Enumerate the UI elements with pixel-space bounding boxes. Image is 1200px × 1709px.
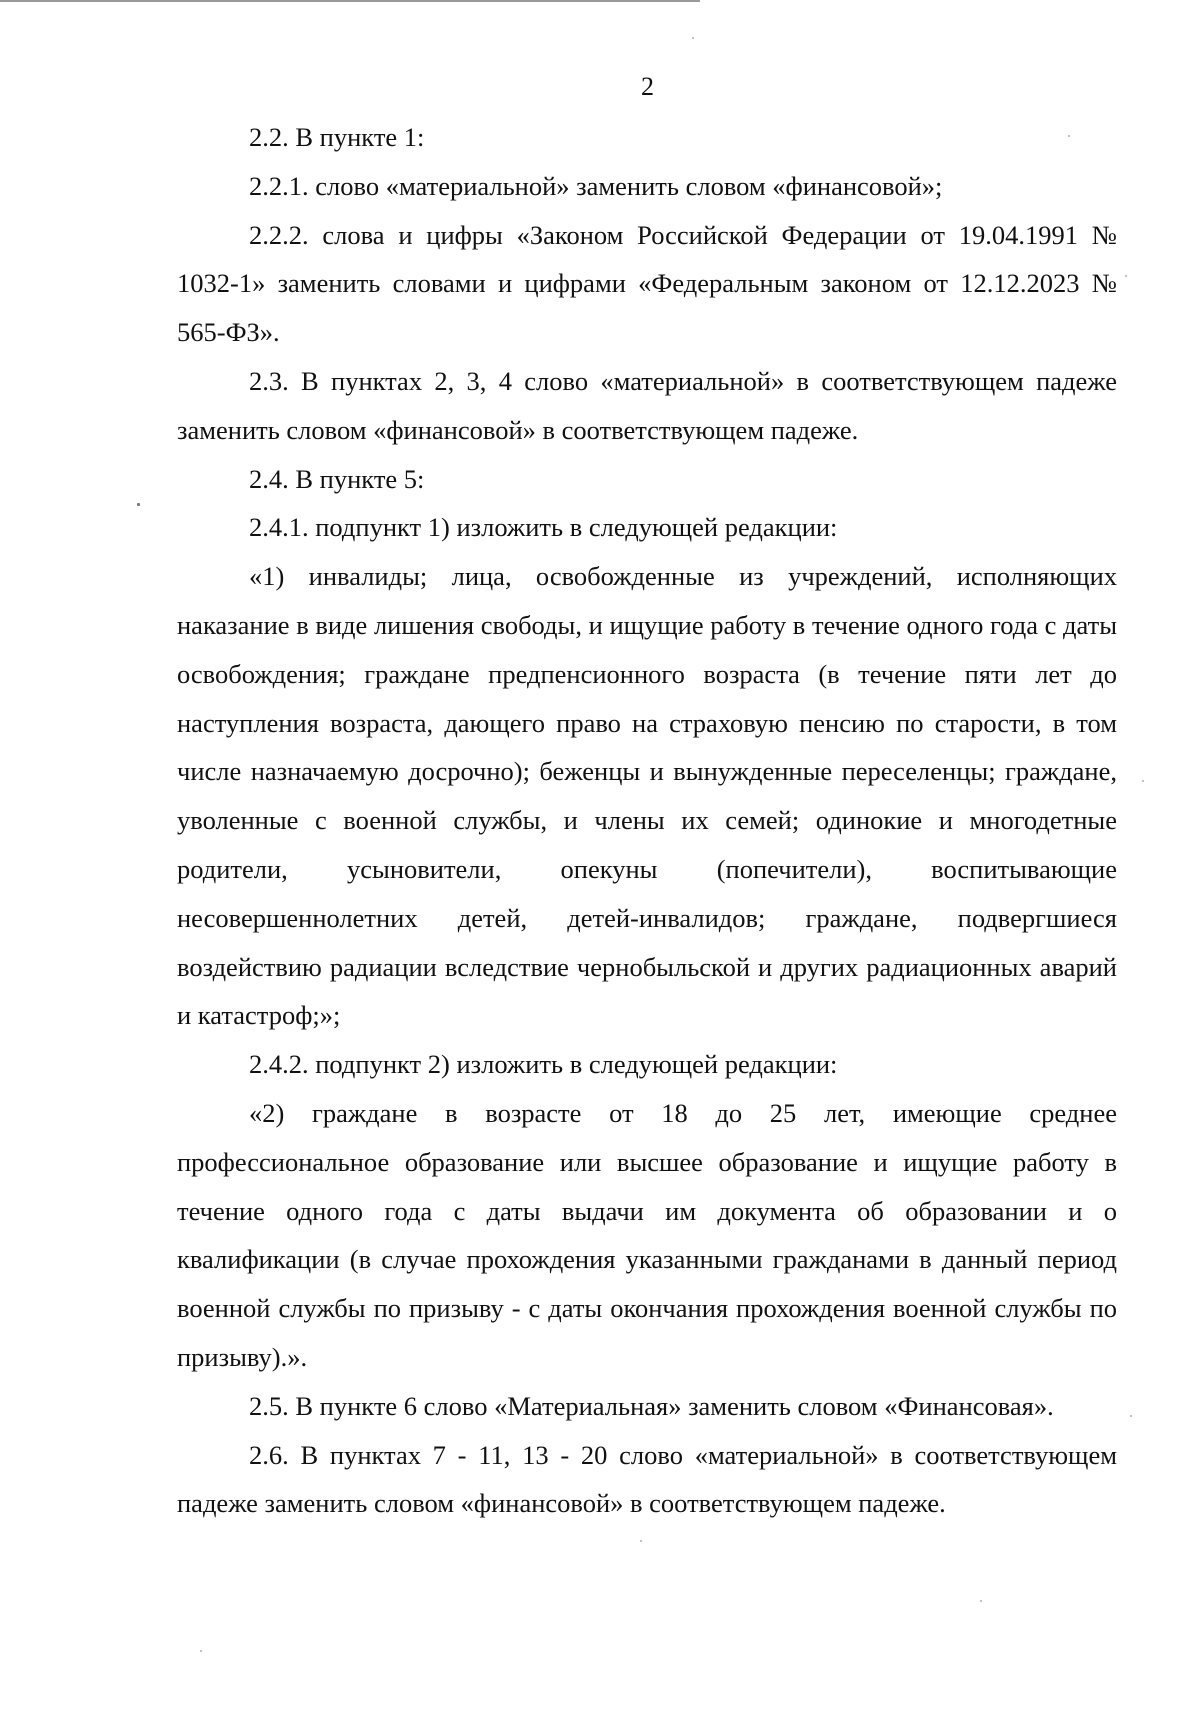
- paragraph-2-2-2: 2.2.2. слова и цифры «Законом Российской Федерации от 19.04.1991 № 1032-1» заменить словами и цифрами «Федеральным законом от 12.12.2023 № 565-ФЗ».: [177, 219, 1117, 348]
- page-number: 2: [641, 72, 654, 101]
- paragraph-subitem-2-text: «2) граждане в возрасте от 18 до 25 лет, имеющие среднее профессиональное образование или высшее образование и ищущие работу в течение одного года с даты выдачи им документа об образовании и о квалификации (в случае прохождения указанными гражданами в данный период военной службы по призыву - с даты окончания прохождения военной службы по призыву).».: [177, 1097, 1117, 1372]
- paragraph-2-4: 2.4. В пункте 5:: [249, 463, 425, 494]
- paragraph-2-4-2: 2.4.2. подпункт 2) изложить в следующей редакции:: [249, 1049, 838, 1080]
- paragraph-subitem-1-text: «1) инвалиды; лица, освобожденные из учреждений, исполняющих наказание в виде лишения свободы, и ищущие работу в течение одного года с даты освобождения; граждане предпенсионного возраста (в течение пяти лет до наступления возраста, дающего право на страховую пенсию по старости, в том числе назначаемую досрочно); беженцы и вынужденные переселенцы; граждане, уволенные с военной службы, и члены их семей; одинокие и многодетные родители, усыновители, опекуны (попечители), воспитывающие несовершеннолетних детей, детей-инвалидов; граждане, подвергшиеся воздействию радиации вследствие чернобыльской и других радиационных аварий и катастроф;»;: [177, 561, 1117, 1031]
- paragraph-2-2: 2.2. В пункте 1:: [249, 122, 425, 152]
- scan-edge-line: [0, 0, 700, 2]
- paragraph-2-3: 2.3. В пунктах 2, 3, 4 слово «материальной» в соответствующем падеже заменить словом «финансовой» в соответствующем падеже.: [177, 365, 1117, 445]
- scan-speck: [1130, 1415, 1132, 1417]
- scan-speck: [200, 1650, 202, 1652]
- paragraph-2-2-1: 2.2.1. слово «материальной» заменить словом «финансовой»;: [249, 170, 943, 201]
- scan-speck: [137, 503, 140, 506]
- scan-speck: [980, 1600, 982, 1602]
- document-body: [177, 113, 1117, 1528]
- paragraph-2-4-1: 2.4.1. подпункт 1) изложить в следующей редакции:: [249, 512, 838, 543]
- scan-speck: [1068, 135, 1070, 137]
- scan-speck: [1142, 780, 1144, 782]
- paragraph-2-5: 2.5. В пункте 6 слово «Материальная» заменить словом «Финансовая».: [249, 1390, 1054, 1421]
- scan-speck: [640, 1540, 642, 1542]
- paragraph-2-6: 2.6. В пунктах 7 - 11, 13 - 20 слово «материальной» в соответствующем падеже заменить словом «финансовой» в соответствующем падеже.: [177, 1439, 1117, 1519]
- scan-speck: [1125, 275, 1127, 277]
- scan-speck: [692, 37, 694, 39]
